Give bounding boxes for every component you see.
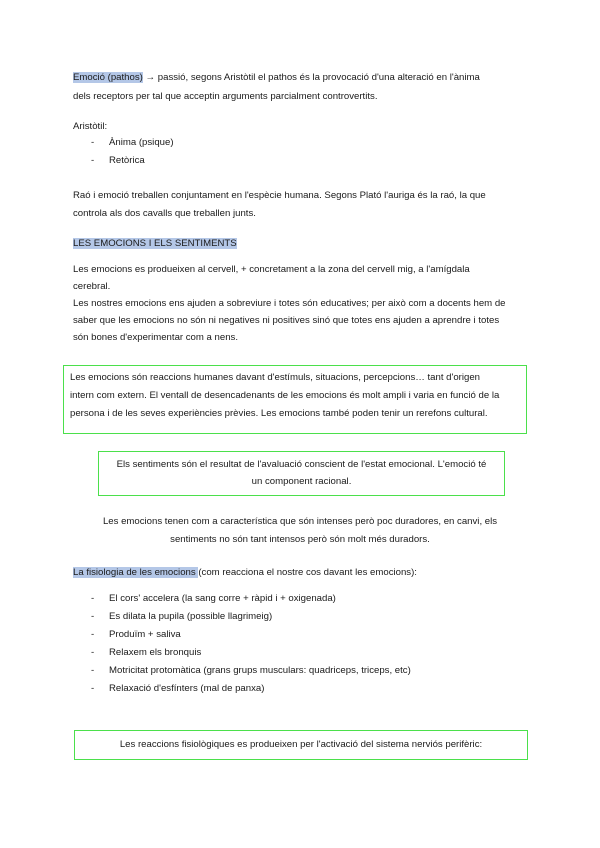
emocions-para1-line1: Les emocions es produeixen al cervell, + concretament a la zona del cervell mig, a l'amígdala [73, 264, 470, 275]
definition-box-reaccions [74, 730, 528, 760]
fisiologia-highlight: La fisiologia de les emocions [73, 567, 199, 578]
emocio-highlight: Emoció (pathos) [73, 72, 143, 83]
aristotil-label: Aristòtil: [73, 121, 108, 132]
list-item: - Es dilata la pupila (possible llagrimeig) [91, 608, 411, 626]
list-item: - Retòrica [91, 152, 174, 170]
list-item: - Relaxem els bronquis [91, 644, 411, 662]
emocio-definition-text: → passió, segons Aristòtil el pathos és la provocació d'una alteració en l'ànima [142, 72, 480, 83]
list-item: - El cors' accelera (la sang corre + ràpid i + oxigenada) [91, 590, 411, 608]
box1-line2: intern com extern. El ventall de desencadenants de les emocions és molt ampli i varia en funció de la [70, 390, 500, 401]
emocions-para2-line2: saber que les emocions no són ni negatives ni positives sinó que totes ens ajuden a aprendre i totes [73, 315, 500, 326]
fisiologia-heading [73, 563, 417, 582]
comparison-line1: Les emocions tenen com a característica que són intenses però poc duradores, en canvi, els [102, 516, 498, 527]
definition-box-emocions [63, 365, 527, 434]
list-item: - Ànima (psique) [91, 134, 174, 152]
box1-line3: persona i de les seves experiències prèvies. Les emocions també poden tenir un rerefons cultural. [70, 408, 488, 419]
fisiologia-subtitle: (com reacciona el nostre cos davant les emocions): [198, 567, 417, 578]
emocio-definition-line2: dels receptors per tal que acceptin arguments parcialment controvertits. [73, 91, 378, 102]
emocions-para2-line3: són bones d'experimentar com a nens. [73, 332, 239, 343]
emocions-para1-line2: cerebral. [73, 281, 111, 292]
emocions-para2-line1: Les nostres emocions ens ajuden a sobreviure i totes són educatives; per això com a docents hem de [73, 298, 506, 309]
definition-box-sentiments [98, 451, 505, 496]
fisiologia-list [91, 590, 411, 698]
box2-line1: Els sentiments són el resultat de l'avaluació conscient de l'estat emocional. L'emoció té [116, 459, 487, 470]
comparison-line2: sentiments no són tant intensos però són molt més duradors. [170, 534, 430, 545]
heading-highlight: LES EMOCIONS I ELS SENTIMENTS [73, 238, 237, 249]
rao-paragraph-line1: Raó i emoció treballen conjuntament en l'espècie humana. Segons Plató l'auriga és la raó, la que [73, 190, 486, 201]
box2-line2: un component racional. [251, 476, 352, 487]
box3-line1: Les reaccions fisiològiques es produeixen per l'activació del sistema nerviós perifèric: [119, 739, 483, 750]
rao-paragraph-line2: controla als dos cavalls que treballen junts. [73, 208, 256, 219]
list-item: - Relaxació d'esfínters (mal de panxa) [91, 680, 411, 698]
section-heading-emocions [73, 234, 237, 253]
list-item: - Motricitat protomàtica (grans grups musculars: quadriceps, triceps, etc) [91, 662, 411, 680]
emocio-definition [73, 68, 527, 87]
list-item: - Produïm + saliva [91, 626, 411, 644]
aristotil-list [91, 134, 174, 170]
box1-line1: Les emocions són reaccions humanes davant d'estímuls, situacions, percepcions… tant d'origen [70, 372, 481, 383]
